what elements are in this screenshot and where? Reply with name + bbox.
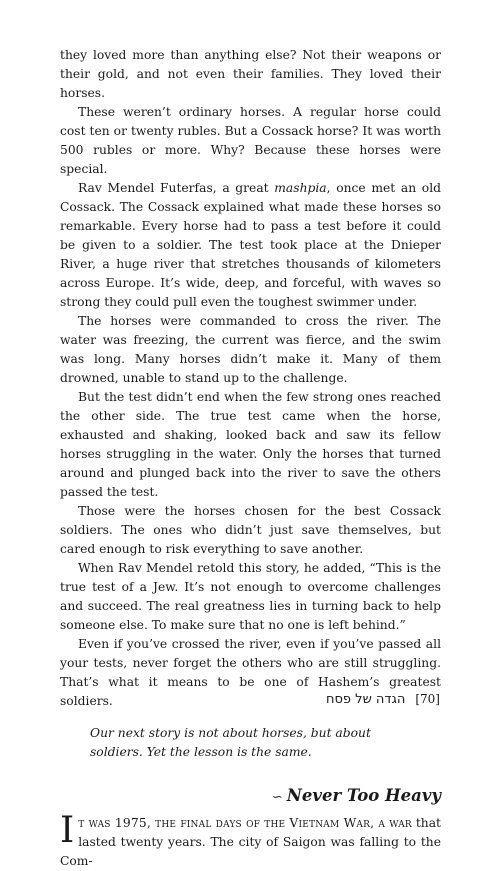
running-footer-title: הגדה של פסח xyxy=(326,692,406,707)
paragraph-1: they loved more than anything else? Not their weapons or their gold, and not even their families. They loved their horses. xyxy=(60,48,441,100)
story-intro: Our next story is not about horses, but about soldiers. Yet the lesson is the same. xyxy=(90,726,371,759)
ornament-icon: ∽ xyxy=(271,790,283,805)
paragraph-3-end: , once met an old Cossack. The Cossack explained what made these horses so remarkable. Every horse had to pass a test before it could be given to a soldier. The test took place at the Dnieper River, a huge river that stretches thousands of kilometers across Europe. It’s wide, deep, and forceful, with waves so strong they could pull even the toughest swimmer under. xyxy=(60,181,441,309)
paragraph-7: When Rav Mendel retold this story, he added, “This is the true test of a Jew. It’s not enough to overcome challenges and succeed. The real greatness lies in turning back to help someone else. To make sure that no one is left behind.” xyxy=(60,561,441,632)
paragraph-8: Even if you’ve crossed the river, even if you’ve passed all your tests, never forget the others who are still struggling. That’s what it means to be one of Hashem’s greatest soldiers. xyxy=(60,637,441,708)
paragraph-2: These weren’t ordinary horses. A regular horse could cost ten or twenty rubles. But a Cossack horse? It was worth 500 rubles or more. Why? Because these horses were special. xyxy=(60,105,441,176)
page-number: [70] xyxy=(415,692,440,706)
opening-text: that lasted twenty years. The city of Saigon was falling to the Com- xyxy=(60,816,441,868)
story-title: Never Too Heavy xyxy=(286,786,441,805)
paragraph-6: Those were the horses chosen for the best Cossack soldiers. The ones who didn’t just save themselves, but cared enough to risk everything to save another. xyxy=(60,504,441,556)
page-footer xyxy=(326,692,440,707)
opening-small-caps: t was 1975, the final days of the Vietnam War, a war xyxy=(78,816,412,830)
paragraph-4: The horses were commanded to cross the river. The water was freezing, the current was fierce, and the swim was long. Many horses didn’t make it. Many of them drowned, unable to stand up to the challenge. xyxy=(60,314,441,385)
story-heading xyxy=(60,786,441,808)
paragraph-5: But the test didn’t end when the few strong ones reached the other side. The true test came when the horse, exhausted and shaking, looked back and saw its fellow horses struggling in the water. Only the horses that turned around and plunged back into the river to save the others passed the test. xyxy=(60,390,441,499)
drop-cap: I xyxy=(60,810,75,851)
page-content xyxy=(60,46,441,871)
term-mashpia: mashpia xyxy=(274,181,327,195)
story-opening xyxy=(60,810,441,871)
paragraph-3-start: Rav Mendel Futerfas, a great xyxy=(78,181,275,195)
paragraph-3 xyxy=(60,179,441,312)
